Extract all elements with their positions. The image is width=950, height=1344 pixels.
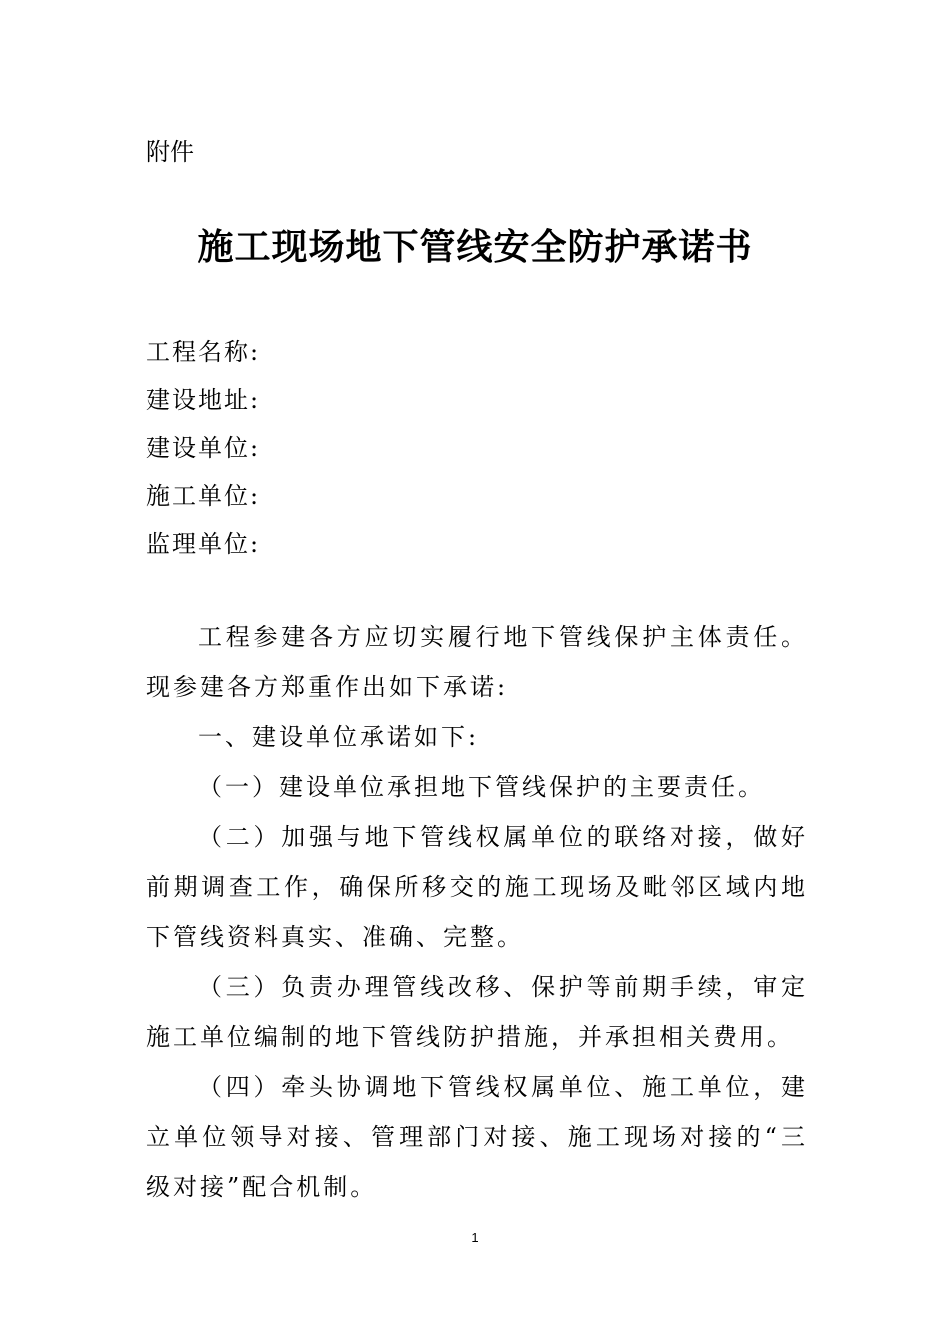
commitment-item-4: （四）牵头协调地下管线权属单位、施工单位，建立单位领导对接、管理部门对接、施工现场对接的“三级对接”配合机制。 xyxy=(146,1073,808,1201)
document-title: 施工现场地下管线安全防护承诺书 xyxy=(197,226,753,268)
field-project-name: 工程名称: xyxy=(146,338,261,366)
body-text xyxy=(146,612,808,1212)
section-heading-construction-unit: 一、建设单位承诺如下: xyxy=(198,723,480,751)
field-contractor-unit: 施工单位: xyxy=(146,482,261,510)
intro-paragraph: 工程参建各方应切实履行地下管线保护主体责任。现参建各方郑重作出如下承诺: xyxy=(146,623,808,701)
commitment-item-3: （三）负责办理管线改移、保护等前期手续，审定施工单位编制的地下管线防护措施，并承担相关费用。 xyxy=(146,973,808,1051)
field-construction-unit: 建设单位: xyxy=(146,434,261,462)
commitment-item-2: （二）加强与地下管线权属单位的联络对接，做好前期调查工作，确保所移交的施工现场及毗邻区域内地下管线资料真实、准确、完整。 xyxy=(146,823,808,951)
attachment-label: 附件 xyxy=(146,138,194,166)
field-construction-address: 建设地址: xyxy=(146,386,261,414)
page-number: 1 xyxy=(471,1230,479,1245)
project-info-fields xyxy=(146,332,260,572)
field-supervision-unit: 监理单位: xyxy=(146,530,261,558)
commitment-item-1: （一）建设单位承担地下管线保护的主要责任。 xyxy=(198,773,765,801)
